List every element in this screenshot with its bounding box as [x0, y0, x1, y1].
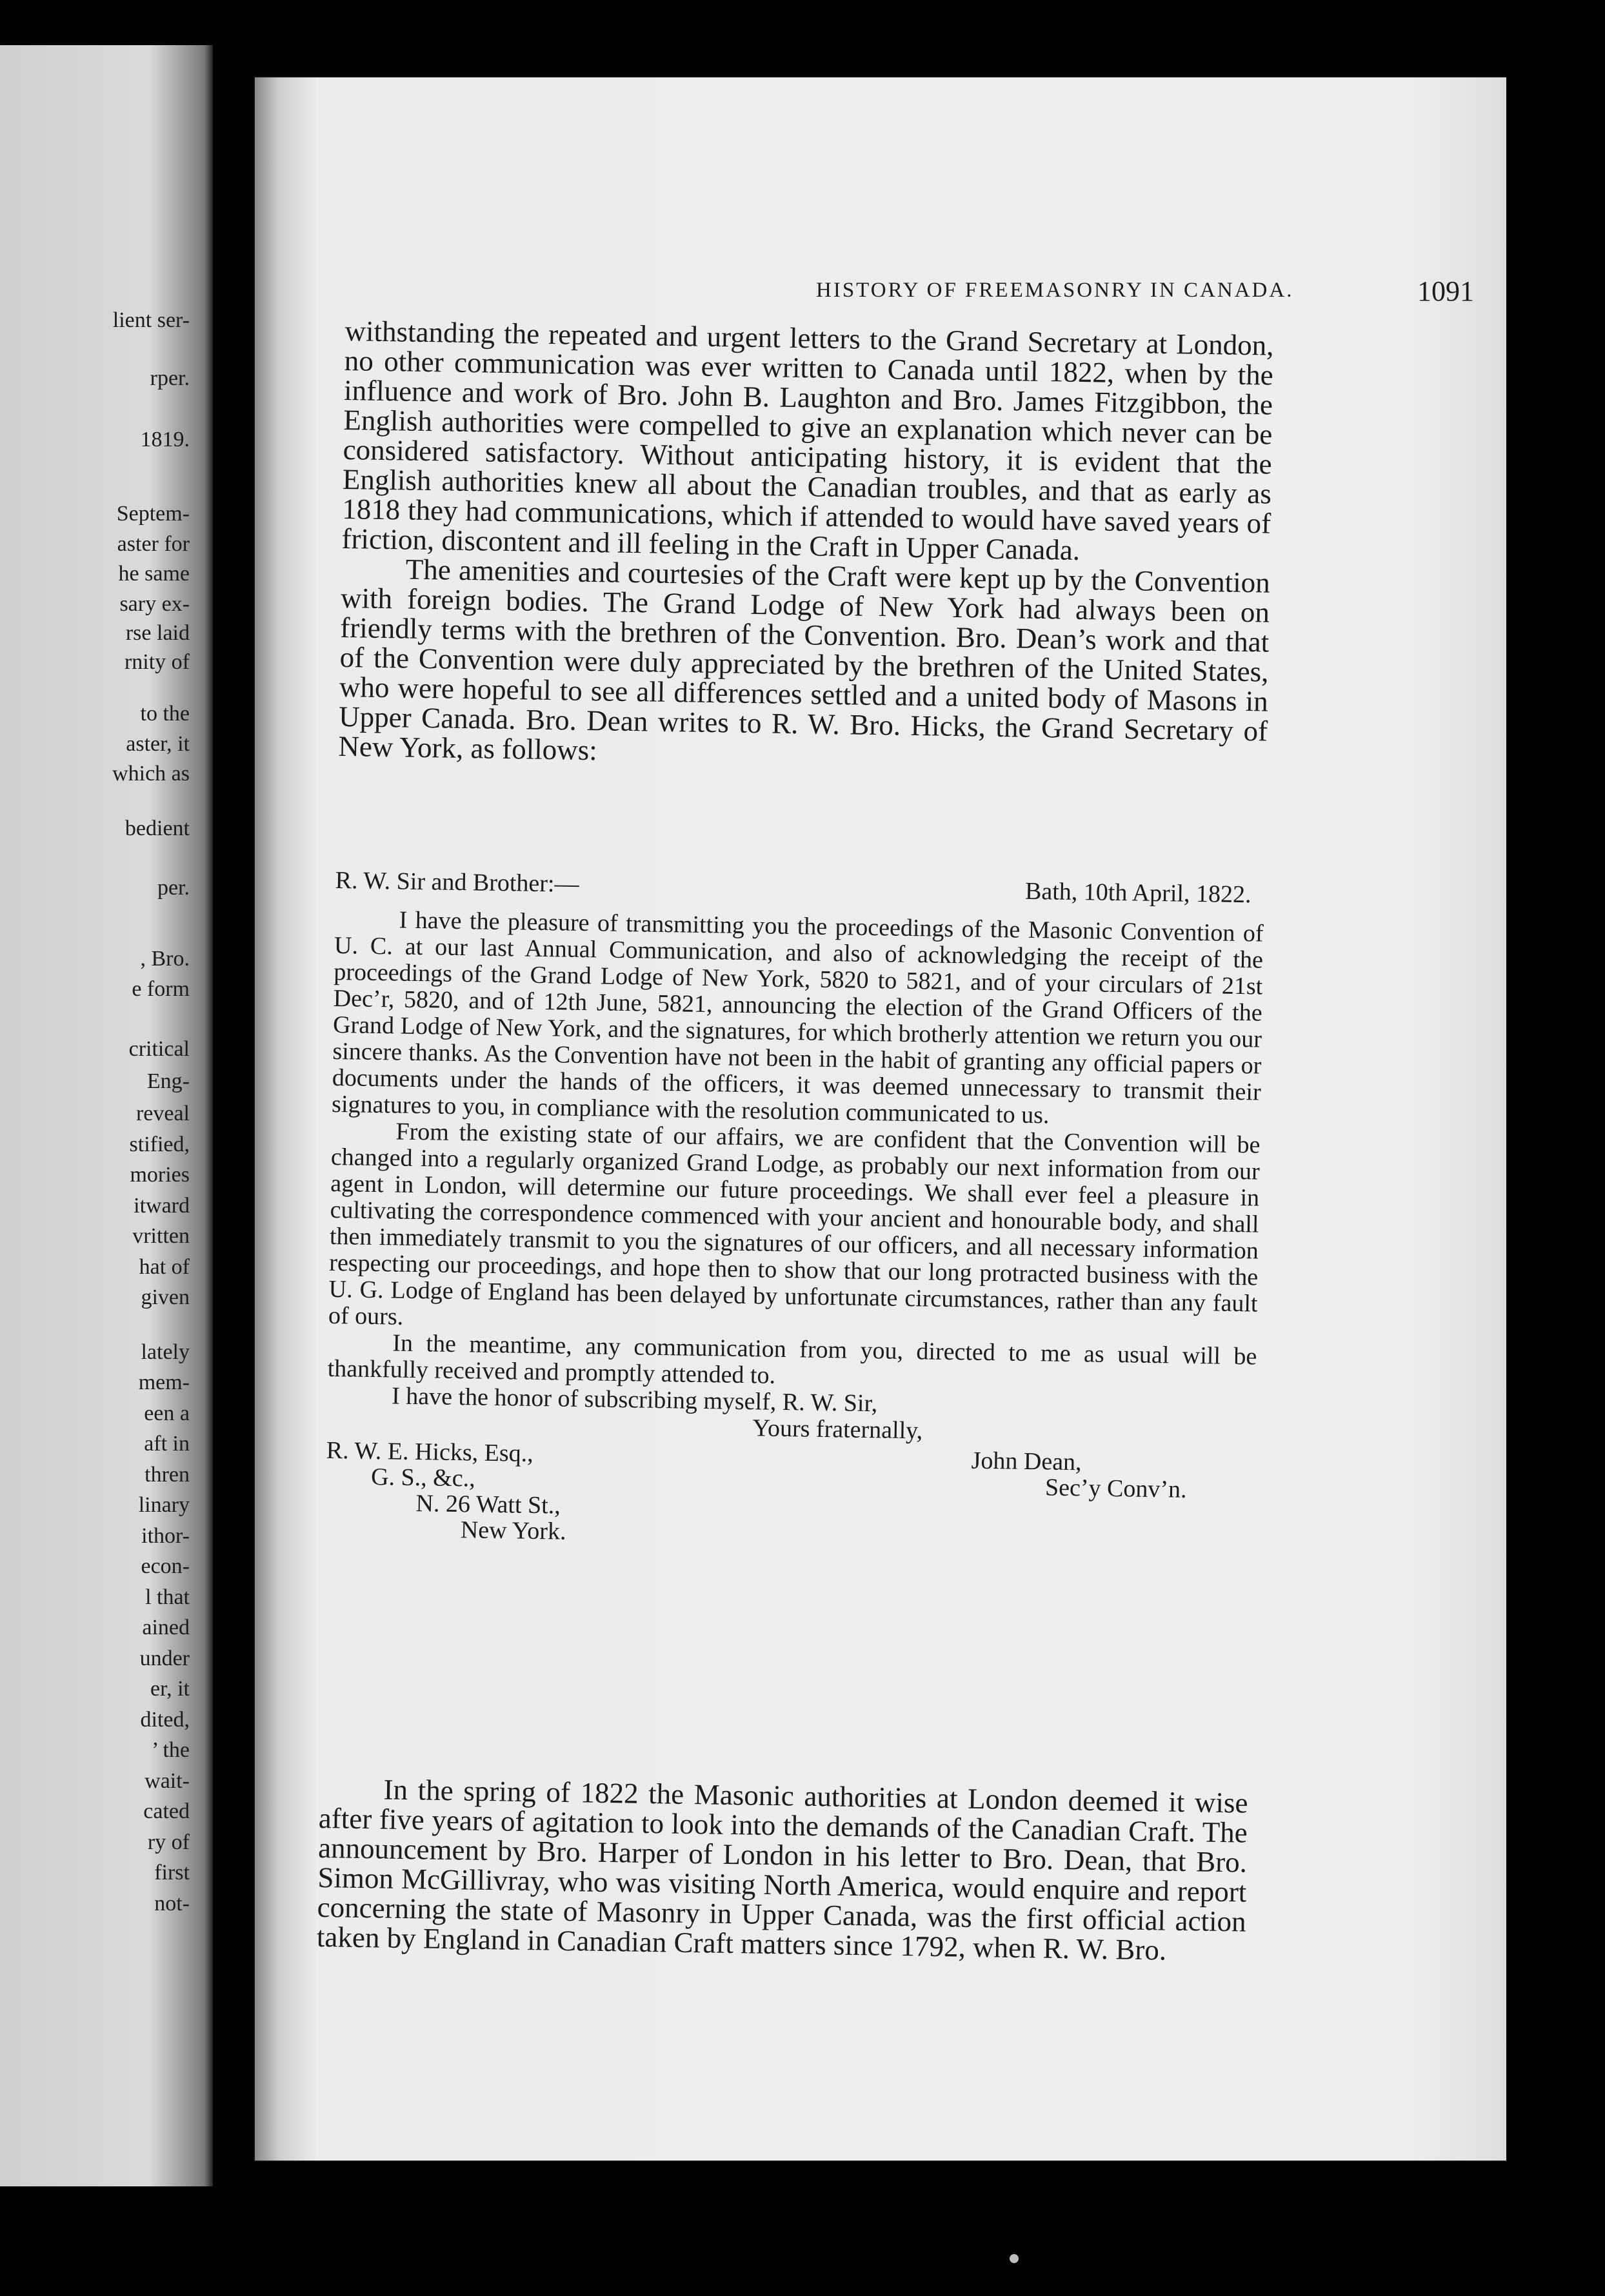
scan-background — [1506, 58, 1605, 2296]
facing-page-fragment: stified, — [129, 1133, 190, 1156]
letter-dateline: Bath, 10th April, 1822. — [1024, 877, 1251, 909]
letter-paragraph: From the existing state of our affairs, we are confident that the Convention will be changed into a regularly organized Grand Lodge, as probably our next information from our agent in London, will determine our future proceedings. We shall ever feel a pleasure in cultivating the correspondence commenced with your ancient and honourable body, and shall then immediately transmit to you the signatures of our officers, and all necessary information respecting our proceedings, and hope then to show that our long protracted business with the U. G. Lodge of England has been delayed by unfortunate circumstances, rather than any fault of ours. — [328, 1118, 1261, 1331]
paper-blemish — [1010, 2254, 1019, 2263]
page-number: 1091 — [1417, 275, 1474, 307]
body-text — [338, 316, 1274, 776]
letter-closing-line: I have the honor of subscribing myself, R. W. Sir, — [391, 1382, 878, 1418]
quoted-letter — [324, 867, 1264, 1587]
facing-page-fragment: lient ser- — [112, 308, 190, 332]
facing-page-fragment: rper. — [150, 366, 190, 390]
letter-address — [325, 1438, 568, 1545]
page-header — [552, 271, 1506, 316]
letter-signature — [971, 1448, 1188, 1503]
facing-page-fragment: given — [141, 1285, 190, 1309]
facing-page-fragment: sary ex- — [119, 592, 190, 616]
body-text-continued — [317, 1774, 1248, 1966]
facing-page-fragment: econ- — [141, 1554, 190, 1578]
letter-paragraph: In the meantime, any communication from you, directed to me as usual will be thankfully received and promptly attended to. — [327, 1329, 1257, 1389]
facing-page-fragment: mories — [130, 1163, 190, 1187]
facing-page-fragment: ’ the — [152, 1738, 190, 1762]
book-page — [255, 77, 1506, 2161]
signature-block — [324, 1438, 1255, 1588]
signature-title: Sec’y Conv’n. — [1044, 1474, 1187, 1503]
facing-page-fragment: l that — [145, 1585, 190, 1609]
facing-page-edge — [0, 45, 213, 2186]
facing-page-fragment: dited, — [140, 1708, 190, 1732]
running-head: HISTORY OF FREEMASONRY IN CANADA. — [816, 279, 1294, 302]
paragraph: withstanding the repeated and urgent letters to the Grand Secretary at London, no other communication was ever written to Canada until 1822, when by the influence and work of Bro. John B. Laughton and Bro. James Fitzgibbon, the English authorities were compelled to give an explanation which never can be considered satisfactory. Without anticipating history, it is evident that the English authorities knew all about the Canadian troubles, and that as early as 1818 they had communications, which if attended to would have saved years of friction, discontent and ill feeling in the Craft in Upper Canada. — [341, 315, 1274, 566]
facing-page-fragment: aft in — [144, 1432, 190, 1456]
facing-page-fragment: cated — [143, 1799, 190, 1823]
facing-page-fragment: , Bro. — [140, 947, 190, 971]
facing-page-fragment: per. — [157, 876, 190, 900]
address-line: G. S., &c., — [370, 1463, 475, 1492]
facing-page-fragment: Septem- — [116, 502, 190, 526]
facing-page-fragment: under — [139, 1647, 190, 1670]
facing-page-fragment: wait- — [145, 1769, 190, 1793]
facing-page-fragment: aster for — [117, 532, 190, 556]
paragraph: The amenities and courtesies of the Craft were kept up by the Convention with foreign bodies. The Grand Lodge of New York had always been on friendly terms with the brethren of the Convention. Bro. Dean’s work and that of the Convention were duly appreciated by the brethren of the United States, who were hopeful to see all differences settled and a united body of Masons in Upper Canada. Bro. Dean writes to R. W. Bro. Hicks, the Grand Secretary of New York, as follows: — [338, 553, 1271, 767]
facing-page-fragment: linary — [138, 1493, 190, 1517]
facing-page-fragment: een a — [144, 1401, 190, 1425]
facing-page-fragment: vritten — [132, 1224, 190, 1248]
facing-page-fragment: reveal — [135, 1102, 190, 1125]
facing-page-fragment: Eng- — [146, 1069, 190, 1093]
facing-page-fragment: rnity of — [124, 650, 190, 674]
facing-page-fragment: ained — [142, 1616, 190, 1639]
letter-valediction: Yours fraternally, — [752, 1414, 923, 1445]
letter-paragraph: I have the pleasure of transmitting you the proceedings of the Masonic Convention of U. C. at our last Annual Communication, and also of acknowledging the receipt of the proceedings of the Grand Lodge of New York, 5820 to 5821, and of your circulars of 21st Dec’r, 5820, and of 12th June, 5821, announcing the election of the Grand Officers of the Grand Lodge of New York, and the signatures, for which brotherly attention we return you our sincere thanks. As the Convention have not been in the habit of granting any official papers or documents under the hands of the officers, it was deemed unnecessary to transmit their signatures to you, in compliance with the resolution communicated to us. — [331, 906, 1264, 1129]
facing-page-fragment: not- — [154, 1892, 190, 1915]
address-line: New York. — [460, 1516, 566, 1545]
address-line: R. W. E. Hicks, Esq., — [326, 1436, 533, 1467]
letter-salutation: R. W. Sir and Brother:— — [335, 867, 579, 898]
facing-page-fragment: thren — [145, 1463, 190, 1487]
signature-name: John Dean, — [971, 1447, 1082, 1476]
address-line: N. 26 Watt St., — [415, 1490, 561, 1519]
facing-page-fragment: critical — [128, 1037, 190, 1061]
facing-page-fragment: er, it — [150, 1677, 190, 1701]
facing-page-fragment: itward — [134, 1194, 190, 1218]
facing-page-fragment: he same — [118, 562, 190, 586]
facing-page-fragment: hat of — [139, 1255, 190, 1279]
facing-page-fragment: mem- — [138, 1371, 190, 1394]
facing-page-fragment: 1819. — [140, 428, 190, 451]
facing-page-fragment: to the — [140, 702, 190, 726]
facing-page-fragment: ithor- — [141, 1524, 190, 1548]
facing-page-fragment: rse laid — [125, 621, 190, 645]
paragraph: In the spring of 1822 the Masonic authorities at London deemed it wise after five years of agitation to look into the demands of the Canadian Craft. The announcement by Bro. Harper of London in his letter to Bro. Dean, that Bro. Simon McGillivray, who was visiting North America, would enquire and report concerning the state of Masonry in Upper Canada, was the first official action taken by England in Canadian Craft matters since 1792, when R. W. Bro. — [316, 1773, 1248, 1966]
facing-page-fragment: ry of — [147, 1830, 190, 1854]
facing-page-fragment: first — [154, 1861, 190, 1885]
facing-page-fragment: which as — [112, 762, 190, 786]
facing-page-fragment: e form — [132, 977, 190, 1001]
facing-page-fragment: bedient — [125, 816, 190, 840]
facing-page-fragment: lately — [141, 1340, 190, 1364]
facing-page-fragment: aster, it — [126, 732, 190, 756]
